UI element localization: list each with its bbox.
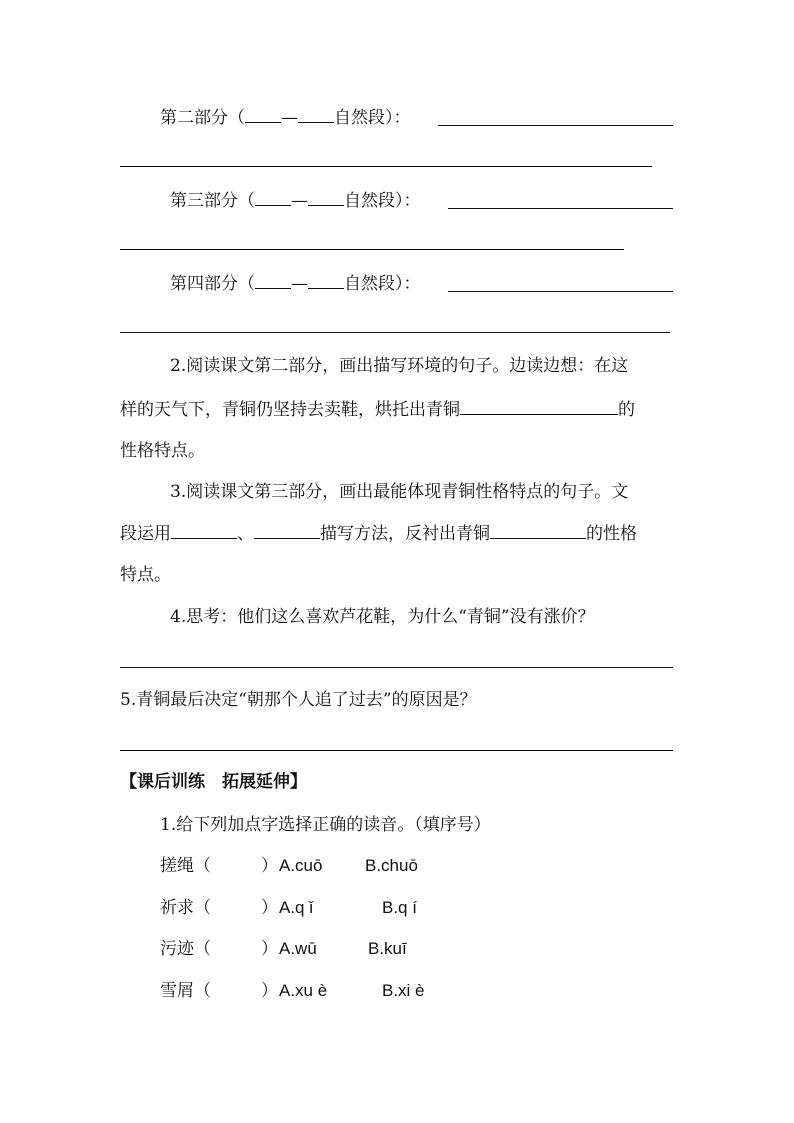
ex1-item-2-close: ）	[261, 898, 278, 918]
q3-line3: 特点。	[120, 565, 171, 585]
ex1-item-3	[160, 938, 278, 960]
ex1-item-4-option-b: B.xi è	[382, 981, 425, 1000]
ex1-item-2-word: 祈求（	[160, 898, 211, 918]
q4-answer-line[interactable]	[120, 667, 673, 668]
q3-text-d: 的性格	[586, 524, 637, 544]
part4-end-blank[interactable]	[308, 272, 344, 289]
ex1-item-1-option-a: A.cuō	[279, 856, 323, 875]
ex1-item-4-word: 雪屑（	[160, 981, 211, 1001]
q3-text-c: 描写方法，反衬出青铜	[320, 524, 490, 544]
ex1-item-4	[160, 980, 278, 1002]
part4-suffix: 自然段）：	[344, 274, 421, 294]
part2-line	[160, 106, 411, 129]
part3-end-blank[interactable]	[308, 189, 344, 206]
q5-text: 5.青铜最后决定“朝那个人追了过去”的原因是？	[120, 690, 477, 710]
part4-line	[170, 272, 421, 295]
part2-end-blank[interactable]	[298, 106, 334, 123]
q5-answer-line[interactable]	[120, 750, 673, 751]
part2-answer-line-2[interactable]	[120, 166, 652, 167]
part2-answer-line[interactable]	[438, 125, 673, 126]
q3-text-b: 、	[237, 524, 254, 544]
ex1-item-2	[160, 897, 278, 919]
part2-label: 第二部分（	[160, 108, 245, 128]
q3-blank-2[interactable]	[254, 522, 320, 539]
part4-dash: —	[291, 274, 308, 294]
q2-text-b: 的	[618, 400, 635, 420]
q3-line2	[120, 522, 637, 545]
part3-label: 第三部分（	[170, 191, 255, 211]
q3-text-a: 段运用	[120, 524, 171, 544]
ex1-item-3-close: ）	[261, 939, 278, 959]
q3-blank-1[interactable]	[171, 522, 237, 539]
section-title: 【课后训练 拓展延伸】	[120, 772, 307, 792]
ex1-item-1-option-b: B.chuō	[365, 856, 418, 875]
ex1-item-3-word: 污迹（	[160, 939, 211, 959]
q2-line1: 2.阅读课文第二部分，画出描写环境的句子。边读边想：在这	[170, 356, 629, 376]
part4-start-blank[interactable]	[255, 272, 291, 289]
q2-line2	[120, 398, 635, 421]
ex1-prompt: 1.给下列加点字选择正确的读音。（填序号）	[160, 815, 491, 835]
q3-blank-3[interactable]	[490, 522, 586, 539]
ex1-item-1	[160, 855, 278, 877]
part4-label: 第四部分（	[170, 274, 255, 294]
part3-dash: —	[291, 191, 308, 211]
part3-answer-line-2[interactable]	[120, 249, 624, 250]
part3-suffix: 自然段）：	[344, 191, 421, 211]
part4-answer-line[interactable]	[448, 291, 673, 292]
part2-suffix: 自然段）：	[334, 108, 411, 128]
ex1-item-3-option-b: B.kuī	[368, 939, 407, 958]
ex1-item-3-option-a: A.wū	[279, 939, 317, 958]
ex1-item-4-close: ）	[261, 981, 278, 1001]
ex1-item-1-word: 搓绳（	[160, 856, 211, 876]
part3-line	[170, 189, 421, 212]
part4-answer-line-2[interactable]	[120, 332, 670, 333]
q2-text-a: 样的天气下，青铜仍坚持去卖鞋，烘托出青铜	[120, 400, 460, 420]
q4-text: 4.思考：他们这么喜欢芦花鞋，为什么“青铜”没有涨价？	[170, 607, 595, 627]
ex1-item-2-option-b: B.q í	[382, 898, 417, 917]
part3-answer-line[interactable]	[448, 208, 673, 209]
q2-answer-blank[interactable]	[460, 398, 618, 415]
ex1-item-1-close: ）	[261, 856, 278, 876]
ex1-item-2-option-a: A.q ǐ	[279, 898, 314, 917]
q3-line1: 3.阅读课文第三部分，画出最能体现青铜性格特点的句子。文	[170, 482, 629, 502]
part2-start-blank[interactable]	[245, 106, 281, 123]
q2-line3: 性格特点。	[120, 441, 205, 461]
part3-start-blank[interactable]	[255, 189, 291, 206]
part2-dash: —	[281, 108, 298, 128]
ex1-item-4-option-a: A.xu è	[279, 981, 328, 1000]
